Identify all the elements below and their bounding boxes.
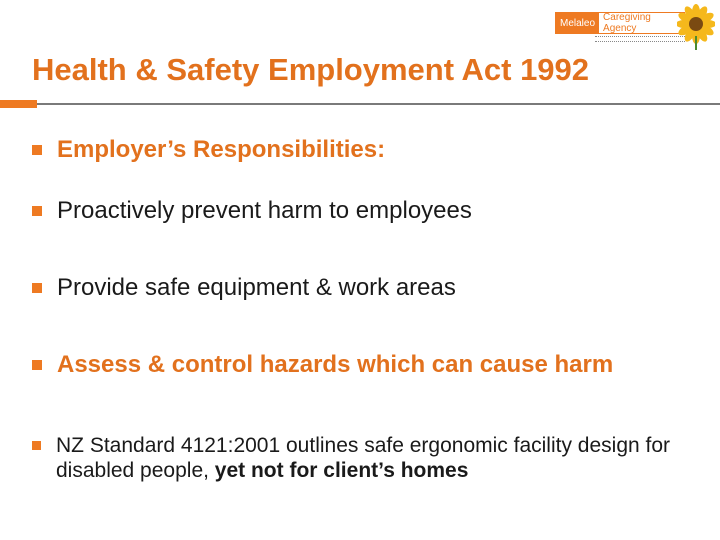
bullet-square-icon [32, 360, 42, 370]
bullet-item [32, 351, 613, 379]
bullet-text-bold: yet not for client’s homes [214, 459, 469, 482]
logo-word-2: Caregiving Agency [599, 13, 684, 33]
bullet-item [32, 274, 456, 302]
bullet-item [32, 433, 692, 483]
bullet-text [56, 433, 692, 483]
company-logo [555, 4, 715, 56]
bullet-square-icon [32, 441, 41, 450]
bullet-text-plain: NZ Standard 4121:2001 outlines safe ergonomic facility design for disabled people, [56, 434, 671, 482]
bullet-text: Proactively prevent harm to employees [57, 197, 472, 224]
slide-title: Health & Safety Employment Act 1992 [32, 52, 590, 87]
title-rule-line [37, 103, 720, 105]
bullet-text: Provide safe equipment & work areas [57, 274, 456, 301]
bullet-text: Employer’s Responsibilities: [57, 136, 386, 163]
bullet-item [32, 197, 472, 225]
bullet-square-icon [32, 145, 42, 155]
bullet-square-icon [32, 283, 42, 293]
title-rule-accent [0, 100, 37, 108]
sunflower-icon [677, 4, 715, 50]
logo-wordmark [555, 12, 685, 34]
logo-tagline [595, 36, 685, 42]
logo-word-1: Melaleo [556, 13, 599, 33]
bullet-text: Assess & control hazards which can cause harm [57, 351, 614, 378]
bullet-item [32, 136, 385, 164]
bullet-square-icon [32, 206, 42, 216]
